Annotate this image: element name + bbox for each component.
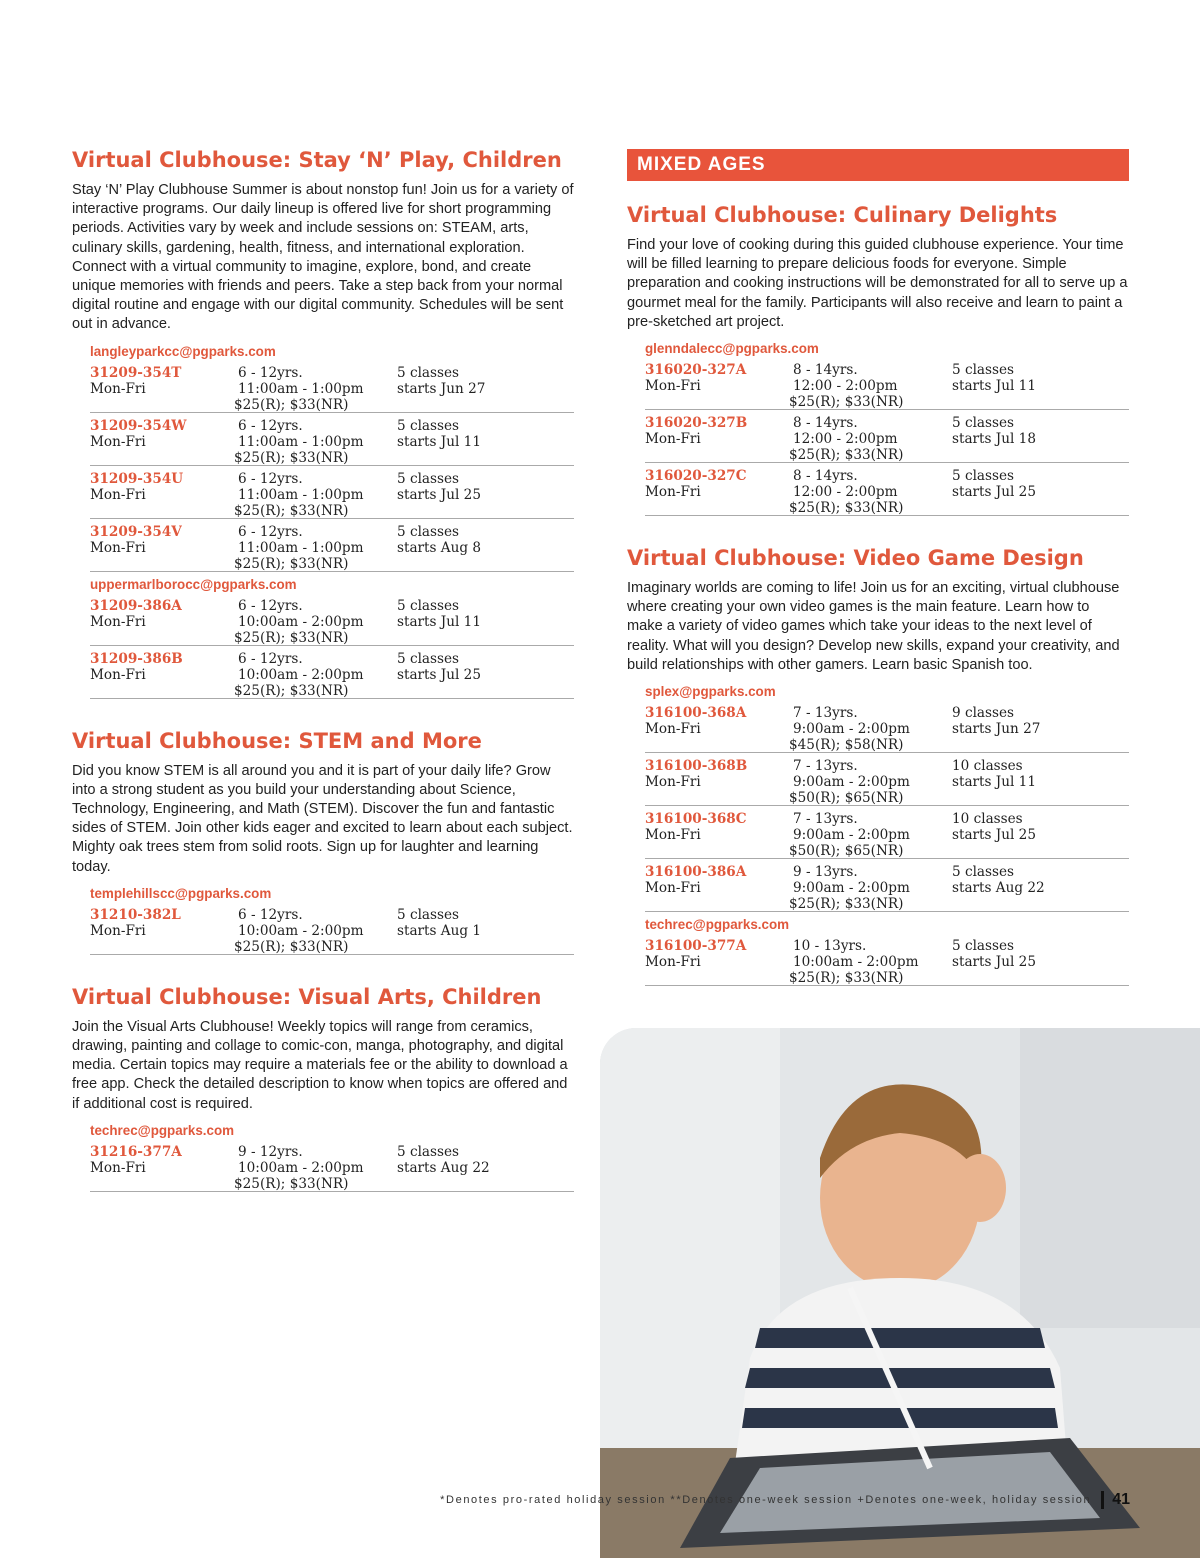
course-time: 11:00am - 1:00pm [238,433,364,450]
course-days: Mon-Fri [645,880,701,897]
section-title: Virtual Clubhouse: Stay ‘N’ Play, Children [72,148,562,172]
program-section [72,985,574,1192]
photo-illustration [600,1028,1200,1558]
course-days: Mon-Fri [645,484,701,501]
course-code: 31209-354T [90,364,182,381]
course-classes: 9 classes [952,705,1015,722]
course-code: 31209-354U [90,470,184,487]
course-classes: 5 classes [397,597,460,614]
course-time: 9:00am - 2:00pm [793,721,910,738]
course-classes: 5 classes [397,1143,460,1160]
class-row [645,468,1129,516]
course-classes: 5 classes [397,906,460,923]
course-start: starts Jul 11 [952,378,1036,395]
contact-email: techrec@pgparks.com [645,917,790,933]
course-classes: 5 classes [952,864,1015,881]
course-price: $25(R); $33(NR) [234,555,349,572]
course-days: Mon-Fri [90,666,146,683]
course-code: 31210-382L [90,906,181,923]
boy-with-tablet-photo [600,1028,1200,1558]
course-code: 316100-368B [645,758,748,775]
course-code: 31209-354V [90,523,182,540]
course-classes: 5 classes [952,362,1015,379]
course-classes: 5 classes [397,470,460,487]
course-days: Mon-Fri [645,721,701,738]
course-code: 31209-386B [90,650,183,667]
course-price: $25(R); $33(NR) [789,970,904,987]
course-age: 6 - 12yrs. [238,906,303,923]
course-code: 316100-368C [645,811,747,828]
section-description: Join the Visual Arts Clubhouse! Weekly topics will range from ceramics, drawing, painting and collage to comic-con, manga, photography, and digital media. Certain topics may require a materials fee or the ability to download a free app. Check the detailed description to know when topics are offered and if additional cost is required. [72,1018,568,1112]
section-description: Imaginary worlds are coming to life! Join us for an exciting, virtual clubhouse where creating your own video games is the main feature. Learn how to make a variety of video games which take your ideas to the next level of reality. What will you design? Develop new skills, expand your creativity, and build relationships with other gamers. Learn basic Spanish too. [627,580,1120,673]
program-section [72,729,574,955]
course-price: $50(R); $65(NR) [789,843,904,860]
course-age: 6 - 12yrs. [238,650,303,667]
course-age: 7 - 13yrs. [793,705,858,722]
footer-note: *Denotes pro-rated holiday session **Denotes one-week session +Denotes one-week, holiday session [440,1494,1092,1506]
class-row [90,365,574,413]
class-row [90,524,574,572]
course-days: Mon-Fri [90,433,146,450]
course-classes: 5 classes [952,415,1015,432]
course-classes: 5 classes [397,417,460,434]
course-code: 31209-386A [90,597,182,614]
course-days: Mon-Fri [90,539,146,556]
contact-email: templehillscc@pgparks.com [90,885,272,901]
left-column [72,148,574,1222]
course-start: starts Jul 18 [952,431,1036,448]
course-code: 31209-354W [90,417,187,434]
course-start: starts Jul 11 [397,613,481,630]
class-row [90,1144,574,1192]
course-price: $25(R); $33(NR) [789,447,904,464]
mixed-ages-banner: MIXED AGES [627,149,1129,181]
course-classes: 5 classes [952,938,1015,955]
section-description: Did you know STEM is all around you and it is part of your daily life? Grow into a strong student as you build your understanding about Science, Technology, Engineering, and Math (STEM). Discover the fun and fantastic sides of STEM. Join other kids eager and excited to learn about each subject. Mighty oak trees stem from solid roots. Sign up for laughter and learning today. [72,762,573,875]
course-code: 316020-327B [645,415,748,432]
course-code: 316100-377A [645,938,747,955]
course-classes: 5 classes [397,523,460,540]
course-age: 10 - 13yrs. [793,938,867,955]
course-time: 12:00 - 2:00pm [793,484,898,501]
course-time: 10:00am - 2:00pm [238,613,364,630]
course-code: 316100-386A [645,864,747,881]
course-price: $25(R); $33(NR) [789,394,904,411]
class-row [90,651,574,699]
course-age: 6 - 12yrs. [238,523,303,540]
class-row [645,938,1129,986]
class-row [645,705,1129,753]
class-row [90,907,574,955]
course-price: $25(R); $33(NR) [234,502,349,519]
section-description: Find your love of cooking during this guided clubhouse experience. Your time will be filled learning to prepare delicious foods for everyone. Simple preparation and cooking instructions will be demonstrated for all to serve up a gourmet meal for the family. Participants will also receive and learn to paint a pre-sketched art project. [627,237,1128,330]
course-price: $25(R); $33(NR) [234,938,349,955]
course-age: 6 - 12yrs. [238,364,303,381]
course-age: 6 - 12yrs. [238,470,303,487]
course-days: Mon-Fri [90,486,146,503]
course-classes: 10 classes [952,758,1023,775]
section-title: Virtual Clubhouse: Video Game Design [627,546,1084,571]
class-row [645,758,1129,806]
program-section [72,148,574,699]
course-age: 7 - 13yrs. [793,811,858,828]
course-age: 9 - 12yrs. [238,1143,303,1160]
course-age: 8 - 14yrs. [793,415,858,432]
section-title: Virtual Clubhouse: STEM and More [72,728,482,753]
program-section [627,546,1129,986]
course-price: $25(R); $33(NR) [234,449,349,466]
course-start: starts Aug 8 [397,539,482,556]
section-title: Virtual Clubhouse: Culinary Delights [627,203,1058,227]
contact-email: splex@pgparks.com [645,684,776,700]
contact-email: glenndalecc@pgparks.com [645,341,819,357]
right-column [627,148,1129,1016]
course-classes: 10 classes [952,811,1023,828]
course-code: 31216-377A [90,1143,182,1160]
class-row [645,864,1129,912]
contact-email: uppermarlborocc@pgparks.com [90,576,297,592]
course-start: starts Jul 25 [952,954,1036,971]
contact-email: techrec@pgparks.com [90,1122,235,1138]
page-number: 41 [1101,1491,1130,1509]
course-age: 6 - 12yrs. [238,597,303,614]
course-price: $45(R); $58(NR) [789,737,904,754]
course-time: 10:00am - 2:00pm [238,1159,364,1176]
course-start: starts Jul 11 [397,433,481,450]
course-time: 11:00am - 1:00pm [238,539,364,556]
class-row [90,418,574,466]
course-code: 316100-368A [645,705,747,722]
course-time: 9:00am - 2:00pm [793,880,910,897]
course-days: Mon-Fri [645,827,701,844]
course-classes: 5 classes [397,364,460,381]
course-start: starts Jul 25 [397,486,481,503]
course-time: 10:00am - 2:00pm [238,922,364,939]
course-time: 9:00am - 2:00pm [793,827,910,844]
page-footer [440,1491,1130,1509]
course-time: 10:00am - 2:00pm [238,666,364,683]
course-age: 7 - 13yrs. [793,758,858,775]
course-age: 8 - 14yrs. [793,468,858,485]
course-age: 9 - 13yrs. [793,864,858,881]
course-time: 11:00am - 1:00pm [238,380,364,397]
course-price: $50(R); $65(NR) [789,790,904,807]
course-time: 10:00am - 2:00pm [793,954,919,971]
course-start: starts Aug 1 [397,922,482,939]
course-days: Mon-Fri [90,922,146,939]
course-days: Mon-Fri [645,954,701,971]
course-price: $25(R); $33(NR) [234,682,349,699]
course-start: starts Jul 25 [952,484,1036,501]
course-days: Mon-Fri [90,380,146,397]
course-age: 6 - 12yrs. [238,417,303,434]
course-time: 9:00am - 2:00pm [793,774,910,791]
course-code: 316020-327A [645,362,747,379]
section-title: Virtual Clubhouse: Visual Arts, Children [72,984,542,1009]
course-time: 11:00am - 1:00pm [238,486,364,503]
course-days: Mon-Fri [90,1159,146,1176]
course-classes: 5 classes [397,650,460,667]
course-start: starts Jun 27 [952,721,1041,738]
course-code: 316020-327C [645,468,747,485]
course-age: 8 - 14yrs. [793,362,858,379]
course-days: Mon-Fri [645,774,701,791]
class-row [90,471,574,519]
section-description: Stay ‘N’ Play Clubhouse Summer is about nonstop fun! Join us for a variety of interactive programs. Our daily lineup is offered live for short programming periods. Activities vary by week and include sessions on: STEAM, arts, culinary skills, gardening, health, fitness, and international exploration. Connect with a virtual community to imagine, explore, bond, and create unique memories with friends and peers. Take a step back from your normal digital routine and engage with our digital community. Schedules will be sent out in advance. [72,182,574,333]
course-start: starts Jul 25 [397,666,481,683]
course-price: $25(R); $33(NR) [234,629,349,646]
course-time: 12:00 - 2:00pm [793,378,898,395]
course-price: $25(R); $33(NR) [234,1175,349,1192]
program-section [627,203,1129,516]
course-price: $25(R); $33(NR) [789,500,904,517]
course-start: starts Jul 11 [952,774,1036,791]
class-row [645,811,1129,859]
course-price: $25(R); $33(NR) [789,896,904,913]
course-start: starts Jun 27 [397,380,486,397]
course-classes: 5 classes [952,468,1015,485]
contact-email: langleyparkcc@pgparks.com [90,343,276,359]
course-days: Mon-Fri [645,431,701,448]
course-days: Mon-Fri [90,613,146,630]
class-row [90,598,574,646]
course-days: Mon-Fri [645,378,701,395]
course-start: starts Aug 22 [952,880,1045,897]
course-start: starts Jul 25 [952,827,1036,844]
course-price: $25(R); $33(NR) [234,396,349,413]
course-time: 12:00 - 2:00pm [793,431,898,448]
class-row [645,362,1129,410]
course-start: starts Aug 22 [397,1159,490,1176]
class-row [645,415,1129,463]
